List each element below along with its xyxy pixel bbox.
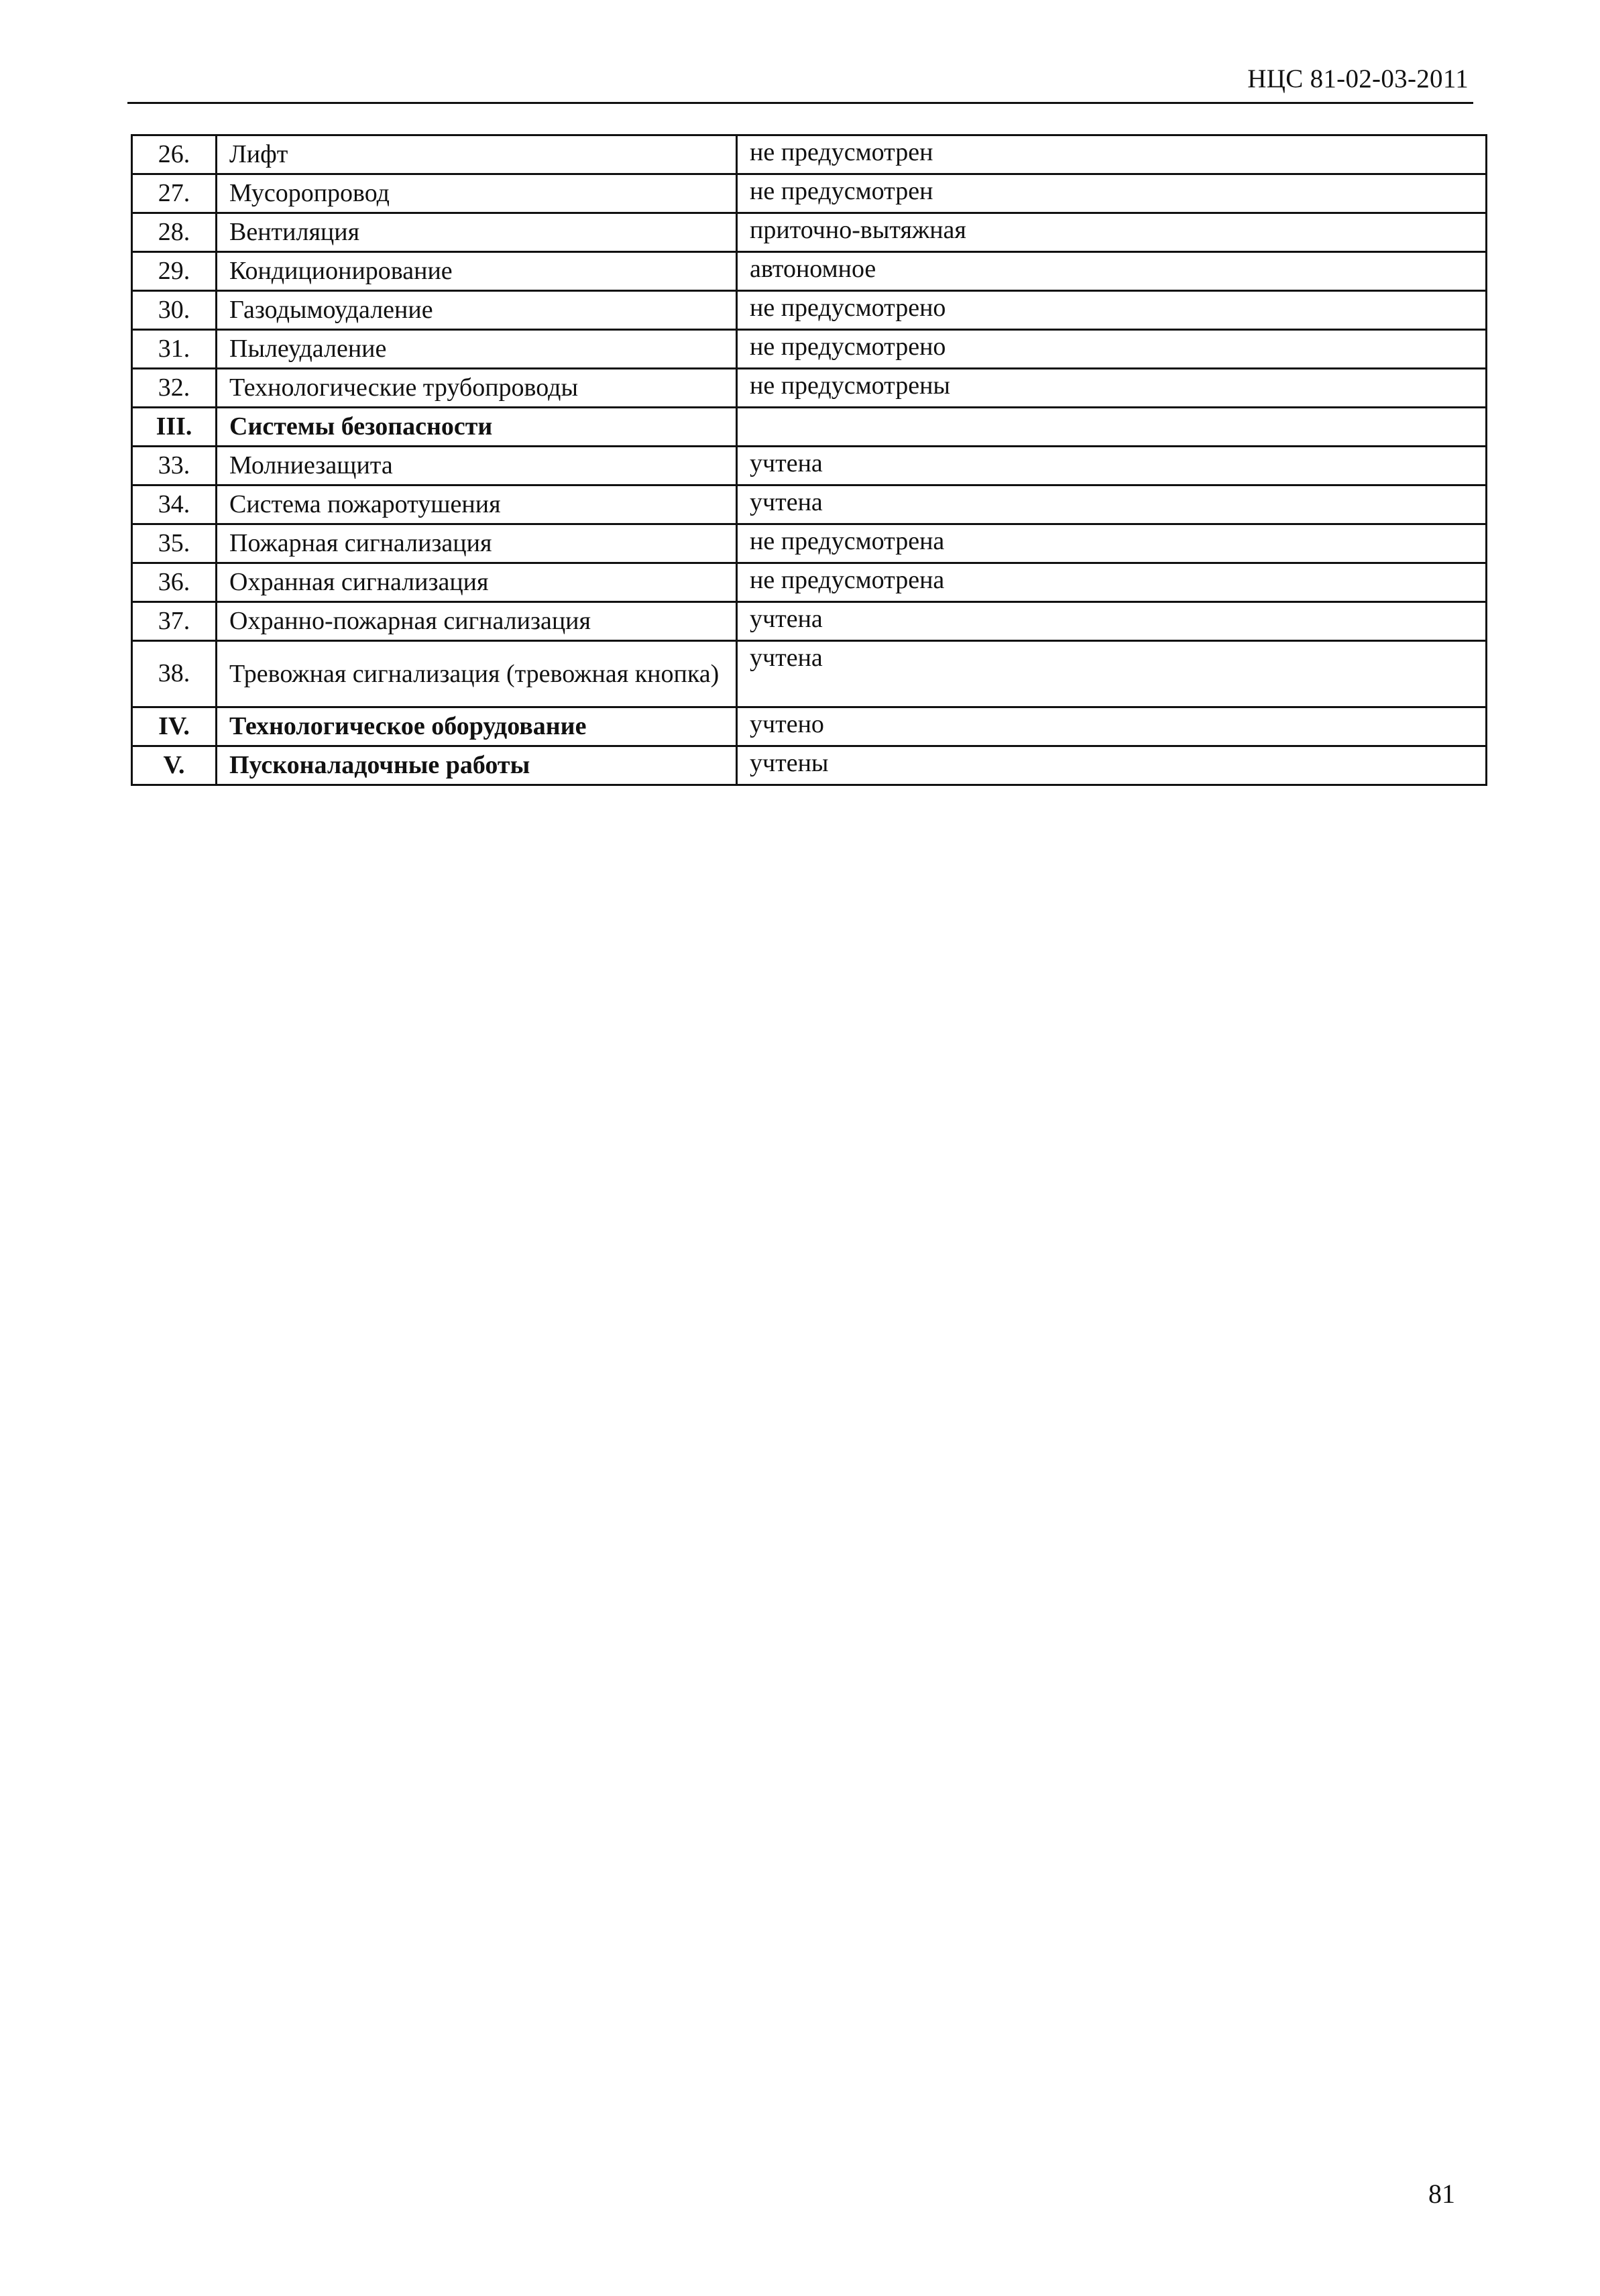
table-row: [132, 485, 1487, 524]
row-name: Пылеудаление: [217, 330, 737, 369]
row-value: не предусмотрен: [737, 174, 1487, 213]
row-name: Вентиляция: [217, 213, 737, 252]
row-name: Газодымоудаление: [217, 291, 737, 330]
row-number: 37.: [132, 602, 217, 641]
row-number: 31.: [132, 330, 217, 369]
table-row: [132, 174, 1487, 213]
row-number: 28.: [132, 213, 217, 252]
table-row: [132, 330, 1487, 369]
row-value: не предусмотрено: [737, 330, 1487, 369]
table-row: [132, 602, 1487, 641]
row-number: 38.: [132, 641, 217, 707]
section-number: III.: [132, 408, 217, 447]
section-row: [132, 707, 1487, 746]
section-number: V.: [132, 746, 217, 785]
page-number: 81: [1428, 2179, 1455, 2209]
row-value: учтена: [737, 641, 1487, 707]
row-value: приточно-вытяжная: [737, 213, 1487, 252]
section-value: учтены: [737, 746, 1487, 785]
row-name: Молниезащита: [217, 447, 737, 485]
row-number: 26.: [132, 135, 217, 174]
table-row: [132, 213, 1487, 252]
document-code: НЦС 81-02-03-2011: [1247, 64, 1469, 93]
row-number: 35.: [132, 524, 217, 563]
specification-table: [131, 134, 1487, 786]
row-number: 29.: [132, 252, 217, 291]
section-row: [132, 746, 1487, 785]
section-number: IV.: [132, 707, 217, 746]
row-number: 27.: [132, 174, 217, 213]
row-value: не предусмотрена: [737, 524, 1487, 563]
section-value: [737, 408, 1487, 447]
specification-table-container: [131, 134, 1485, 786]
table-row: [132, 563, 1487, 602]
row-name: Охранная сигнализация: [217, 563, 737, 602]
row-value: автономное: [737, 252, 1487, 291]
row-name: Охранно-пожарная сигнализация: [217, 602, 737, 641]
table-row: [132, 135, 1487, 174]
row-name: Тревожная сигнализация (тревожная кнопка): [217, 641, 737, 707]
row-name: Система пожаротушения: [217, 485, 737, 524]
table-row: [132, 524, 1487, 563]
row-name: Мусоропровод: [217, 174, 737, 213]
table-row: [132, 252, 1487, 291]
row-name: Кондиционирование: [217, 252, 737, 291]
table-row: [132, 447, 1487, 485]
row-value: не предусмотрена: [737, 563, 1487, 602]
row-value: не предусмотрены: [737, 369, 1487, 408]
row-value: учтена: [737, 602, 1487, 641]
section-title: Технологическое оборудование: [217, 707, 737, 746]
table-row: [132, 641, 1487, 707]
row-number: 33.: [132, 447, 217, 485]
row-name: Лифт: [217, 135, 737, 174]
row-value: учтена: [737, 485, 1487, 524]
row-number: 32.: [132, 369, 217, 408]
table-row: [132, 291, 1487, 330]
row-number: 34.: [132, 485, 217, 524]
row-number: 30.: [132, 291, 217, 330]
section-title: Пусконаладочные работы: [217, 746, 737, 785]
row-value: не предусмотрен: [737, 135, 1487, 174]
section-title: Системы безопасности: [217, 408, 737, 447]
row-value: учтена: [737, 447, 1487, 485]
header-rule: [127, 102, 1473, 104]
section-value: учтено: [737, 707, 1487, 746]
table-row: [132, 369, 1487, 408]
row-name: Технологические трубопроводы: [217, 369, 737, 408]
row-number: 36.: [132, 563, 217, 602]
row-value: не предусмотрено: [737, 291, 1487, 330]
row-name: Пожарная сигнализация: [217, 524, 737, 563]
section-row: [132, 408, 1487, 447]
